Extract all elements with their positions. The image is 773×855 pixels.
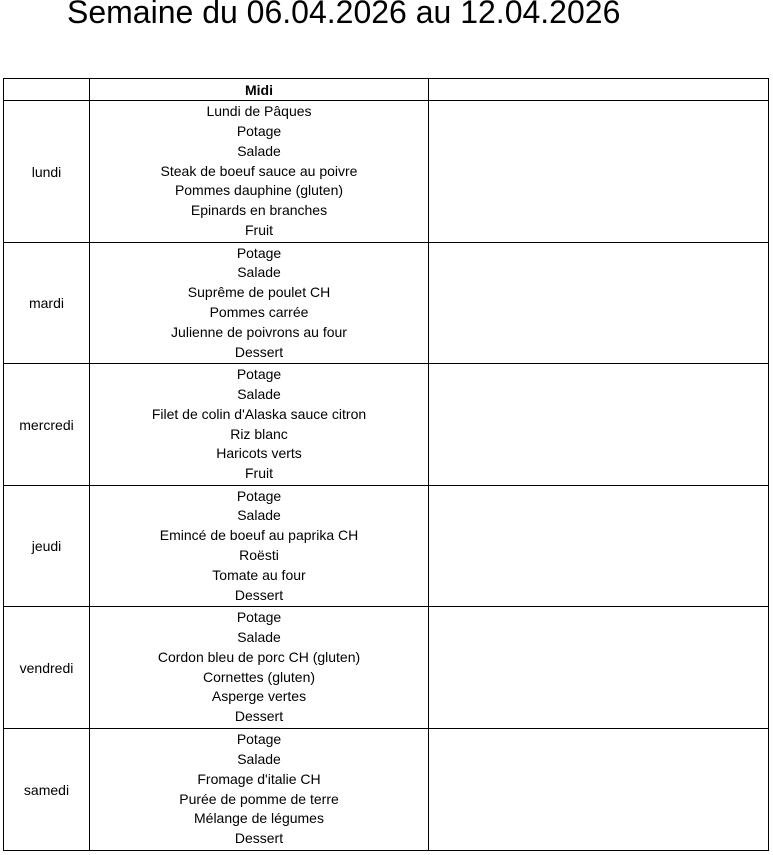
day-name: samedi	[4, 729, 90, 851]
evening-menu-cell	[429, 729, 769, 851]
table-row	[4, 101, 769, 243]
midi-column-header: Midi	[90, 79, 429, 101]
dish: Salade	[237, 507, 281, 524]
dish: Potage	[236, 244, 282, 261]
dish: Pommes dauphine (gluten)	[174, 182, 344, 199]
dish: Steak de boeuf sauce au poivre	[160, 162, 358, 179]
day-name: mercredi	[4, 364, 90, 486]
dish: Purée de pomme de terre	[179, 790, 339, 807]
weekly-menu-table	[3, 78, 769, 851]
midi-menu-cell	[90, 243, 429, 364]
table-row	[4, 607, 769, 729]
day-name: lundi	[4, 101, 90, 243]
dish: Fruit	[245, 465, 273, 482]
dish: Dessert	[234, 708, 284, 725]
page-title: Semaine du 06.04.2026 au 12.04.2026	[67, 0, 621, 30]
dish: Dessert	[234, 586, 284, 603]
midi-menu-cell	[90, 729, 429, 851]
dish: Julienne de poivrons au four	[171, 323, 347, 340]
dish: Roësti	[239, 547, 279, 563]
dish: Tomate au four	[212, 566, 306, 583]
dish: Cordon bleu de porc CH (gluten)	[157, 648, 361, 665]
midi-menu-cell	[90, 607, 429, 729]
dish: Mélange de légumes	[194, 810, 324, 827]
dish: Potage	[236, 487, 282, 504]
evening-column-header	[429, 79, 769, 101]
day-name: jeudi	[4, 486, 90, 607]
table-row	[4, 243, 769, 364]
dish: Fromage d'italie CH	[197, 770, 321, 787]
dish: Pommes carrée	[209, 304, 309, 320]
midi-menu-cell	[90, 364, 429, 486]
dish: Potage	[236, 123, 282, 139]
dish: Salade	[237, 385, 281, 402]
table-row	[4, 364, 769, 486]
dish: Filet de colin d'Alaska sauce citron	[151, 405, 367, 422]
dish: Salade	[237, 142, 281, 159]
dish: Emincé de boeuf au paprika CH	[159, 527, 359, 544]
table-row	[4, 729, 769, 851]
evening-menu-cell	[429, 607, 769, 729]
day-name: vendredi	[4, 607, 90, 729]
dish: Salade	[237, 750, 281, 767]
dish: Haricots verts	[216, 445, 302, 462]
day-name: mardi	[4, 243, 90, 364]
evening-menu-cell	[429, 243, 769, 364]
dish: Suprême de poulet CH	[187, 284, 331, 301]
dish: Salade	[237, 264, 281, 281]
dish: Cornettes (gluten)	[202, 668, 316, 685]
midi-menu-cell	[90, 101, 429, 243]
evening-menu-cell	[429, 486, 769, 607]
evening-menu-cell	[429, 364, 769, 486]
dish: Potage	[236, 366, 282, 383]
evening-menu-cell	[429, 101, 769, 243]
table-header-row	[4, 79, 769, 101]
midi-menu-cell	[90, 486, 429, 607]
dish: Salade	[237, 628, 281, 645]
dish: Riz blanc	[230, 425, 288, 442]
dish: Dessert	[234, 830, 284, 847]
dish: Fruit	[245, 221, 273, 238]
dish: Potage	[236, 609, 282, 626]
table-row	[4, 486, 769, 607]
day-column-header	[4, 79, 90, 101]
dish: Asperge vertes	[211, 688, 307, 705]
dish: Potage	[236, 731, 282, 748]
dish: Lundi de Pâques	[206, 103, 312, 120]
dish: Epinards en branches	[190, 202, 328, 219]
dish: Dessert	[234, 343, 284, 360]
